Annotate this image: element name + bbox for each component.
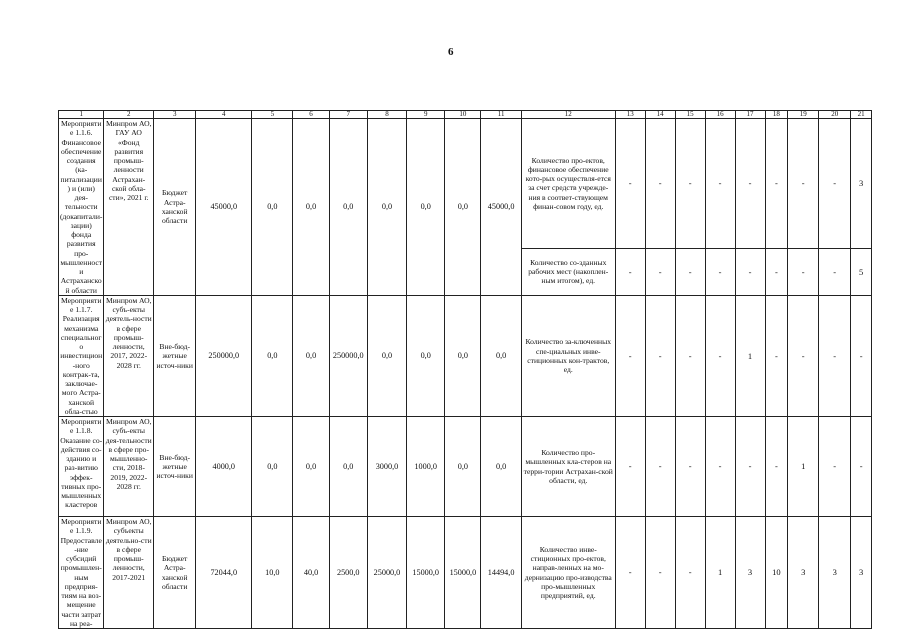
- indicator-value: -: [765, 248, 788, 295]
- source-cell: Вне-бюд-жетные источ-ники: [154, 417, 196, 517]
- indicator-value: -: [819, 248, 851, 295]
- indicator-value: -: [675, 295, 705, 416]
- amount-cell: 0,0: [407, 295, 445, 416]
- amount-cell: 0,0: [293, 119, 329, 296]
- indicator-value: -: [615, 295, 645, 416]
- indicator-value: -: [705, 417, 735, 517]
- amount-cell: 1000,0: [407, 417, 445, 517]
- amount-cell: 2500,0: [329, 517, 367, 629]
- amount-cell: 10,0: [252, 517, 293, 629]
- indicator-value: -: [645, 248, 675, 295]
- amount-cell: 0,0: [481, 417, 521, 517]
- amount-cell: 0,0: [329, 417, 367, 517]
- indicator-value: -: [615, 517, 645, 629]
- column-header: 1: [59, 111, 104, 119]
- column-header: 3: [154, 111, 196, 119]
- measure-cell: Мероприятие 1.1.6. Финансовое обеспечение создания (ка-питализации) и (или) дея-тельности (докапитали-зации) фонда развития про-мышленности Астраханской области: [60, 119, 103, 295]
- source-cell: Бюджет Астра-ханской области: [154, 119, 196, 296]
- amount-cell: 0,0: [445, 417, 481, 517]
- measure-cell: Мероприятие 1.1.7. Реализация механизма специального инвестицион-ного контрак-та, заключае-мого Астра-ханской обла-стью: [60, 295, 103, 416]
- indicator-value: -: [819, 295, 851, 416]
- indicator-value: -: [851, 417, 872, 517]
- column-header: 20: [819, 111, 851, 119]
- indicator-value: -: [735, 119, 765, 249]
- indicator-value: 10: [765, 517, 788, 629]
- header-row: [59, 111, 872, 119]
- column-header: 2: [104, 111, 154, 119]
- amount-cell: 45000,0: [196, 119, 252, 296]
- amount-cell: 0,0: [367, 295, 406, 416]
- amount-cell: 14494,0: [481, 517, 521, 629]
- indicator-value: 3: [851, 119, 872, 249]
- column-header: 16: [705, 111, 735, 119]
- indicator-value: -: [819, 119, 851, 249]
- column-header: 18: [765, 111, 788, 119]
- amount-cell: 0,0: [252, 417, 293, 517]
- table-row: [59, 295, 872, 416]
- column-header: 15: [675, 111, 705, 119]
- column-header: 14: [645, 111, 675, 119]
- executor-cell: Минпром АО, ГАУ АО «Фонд развития промыш-ленности Астрахан-ской обла-сти», 2021 г.: [104, 119, 154, 296]
- indicator-value: -: [675, 248, 705, 295]
- indicator-value: -: [788, 248, 819, 295]
- executor-cell: Минпром АО, субъ-екты деятель-ности в сфере промыш-ленности, 2017, 2022-2028 гг.: [104, 295, 154, 416]
- column-header: 8: [367, 111, 406, 119]
- indicator-value: -: [645, 119, 675, 249]
- table-row: [59, 517, 872, 629]
- indicator-value: -: [645, 517, 675, 629]
- indicator-value: -: [615, 119, 645, 249]
- amount-cell: 15000,0: [407, 517, 445, 629]
- column-header: 11: [481, 111, 521, 119]
- column-header: 5: [252, 111, 293, 119]
- indicator-value: -: [705, 119, 735, 249]
- column-header: 13: [615, 111, 645, 119]
- indicator-value: 1: [788, 417, 819, 517]
- amount-cell: 0,0: [293, 295, 329, 416]
- column-header: 19: [788, 111, 819, 119]
- amount-cell: 4000,0: [196, 417, 252, 517]
- program-table: [58, 110, 872, 629]
- column-header: 4: [196, 111, 252, 119]
- amount-cell: 0,0: [367, 119, 406, 296]
- table-row: [59, 417, 872, 517]
- indicator-value: -: [788, 295, 819, 416]
- indicator-value: -: [615, 417, 645, 517]
- indicator-value: -: [788, 119, 819, 249]
- amount-cell: 40,0: [293, 517, 329, 629]
- amount-cell: 15000,0: [445, 517, 481, 629]
- column-header: 12: [521, 111, 615, 119]
- indicator-value: -: [705, 248, 735, 295]
- indicator-cell: Количество про-ектов, финансовое обеспечение кото-рых осуществля-ется за счет средств учрежде-ния в соответ-ствующем финан-совом году, ед.: [521, 119, 615, 249]
- indicator-value: 3: [819, 517, 851, 629]
- indicator-value: -: [851, 295, 872, 416]
- column-header: 9: [407, 111, 445, 119]
- amount-cell: 0,0: [252, 295, 293, 416]
- amount-cell: 3000,0: [367, 417, 406, 517]
- executor-cell: Минпром АО, субъекты деятельно-сти в сфере промыш-ленности, 2017-2021: [104, 517, 154, 629]
- column-header: 6: [293, 111, 329, 119]
- indicator-value: -: [735, 417, 765, 517]
- indicator-value: 5: [851, 248, 872, 295]
- amount-cell: 0,0: [293, 417, 329, 517]
- indicator-value: 1: [735, 295, 765, 416]
- table-row: [59, 119, 872, 249]
- amount-cell: 45000,0: [481, 119, 521, 296]
- amount-cell: 0,0: [481, 295, 521, 416]
- amount-cell: 0,0: [329, 119, 367, 296]
- column-header: 21: [851, 111, 872, 119]
- indicator-value: -: [765, 295, 788, 416]
- amount-cell: 72044,0: [196, 517, 252, 629]
- column-header: 17: [735, 111, 765, 119]
- indicator-value: -: [765, 119, 788, 249]
- amount-cell: 250000,0: [196, 295, 252, 416]
- source-cell: Вне-бюд-жетные источ-ники: [154, 295, 196, 416]
- indicator-cell: Количество про-мышленных кла-стеров на терри-тории Астрахан-ской области, ед.: [521, 417, 615, 517]
- page-number: 6: [448, 46, 454, 58]
- indicator-value: -: [705, 295, 735, 416]
- amount-cell: 0,0: [252, 119, 293, 296]
- source-cell: Бюджет Астра-ханской области: [154, 517, 196, 629]
- amount-cell: 0,0: [445, 295, 481, 416]
- indicator-value: -: [819, 417, 851, 517]
- amount-cell: 0,0: [407, 119, 445, 296]
- indicator-value: -: [645, 417, 675, 517]
- indicator-value: -: [615, 248, 645, 295]
- indicator-cell: Количество инве-стиционных про-ектов, направ-ленных на мо-дернизацию про-изводства про-мышленных предприятий, ед.: [521, 517, 615, 629]
- indicator-value: -: [675, 119, 705, 249]
- measure-cell: Мероприятие 1.1.9. Предоставле-ние субсидий промышлен-ным предприя-тиям на воз-мещение части затрат на реа-: [59, 517, 104, 629]
- executor-cell: Минпром АО, субъ-екты дея-тельности в сфере про-мышленно-сти, 2018-2019, 2022-2028 гг.: [104, 417, 154, 517]
- indicator-value: 3: [735, 517, 765, 629]
- indicator-value: -: [675, 417, 705, 517]
- indicator-cell: Количество за-ключенных спе-циальных инве-стиционных кон-трактов, ед.: [521, 295, 615, 416]
- indicator-value: 3: [788, 517, 819, 629]
- indicator-value: -: [645, 295, 675, 416]
- indicator-value: -: [675, 517, 705, 629]
- measure-cell: Мероприятие 1.1.8. Оказание со-действия со-зданию и раз-витию эффек-тивных про-мышленных кластеров: [59, 417, 104, 517]
- indicator-value: 3: [851, 517, 872, 629]
- indicator-value: -: [735, 248, 765, 295]
- indicator-cell: Количество со-зданных рабочих мест (накоплен-ным итогом), ед.: [521, 248, 615, 295]
- amount-cell: 25000,0: [367, 517, 406, 629]
- column-header: 10: [445, 111, 481, 119]
- amount-cell: 250000,0: [329, 295, 367, 416]
- amount-cell: 0,0: [445, 119, 481, 296]
- indicator-value: 1: [705, 517, 735, 629]
- column-header: 7: [329, 111, 367, 119]
- indicator-value: -: [765, 417, 788, 517]
